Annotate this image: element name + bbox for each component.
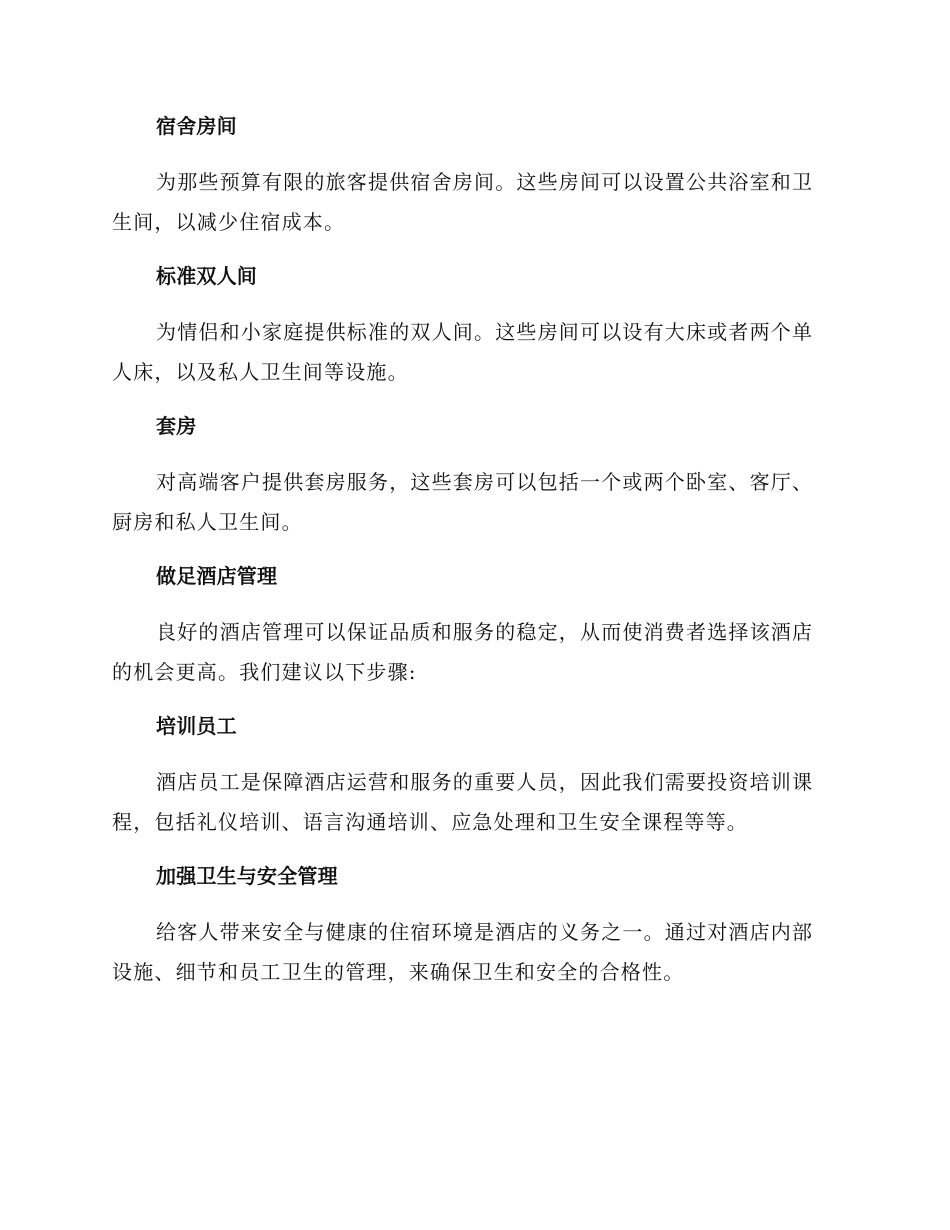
document-page <box>112 108 832 1008</box>
section-heading: 套房 <box>156 414 197 438</box>
section-paragraph: 给客人带来安全与健康的住宿环境是酒店的义务之一。通过对酒店内部设施、细节和员工卫生的管理，来确保卫生和安全的合格性。 <box>112 920 814 984</box>
section-standard-double-room <box>112 258 832 392</box>
section-heading: 加强卫生与安全管理 <box>156 864 338 888</box>
section-paragraph: 对高端客户提供套房服务，这些套房可以包括一个或两个卧室、客厅、厨房和私人卫生间。 <box>112 470 814 534</box>
section-hotel-management <box>112 558 832 692</box>
section-heading: 培训员工 <box>156 714 237 738</box>
section-paragraph: 为情侣和小家庭提供标准的双人间。这些房间可以设有大床或者两个单人床，以及私人卫生间等设施。 <box>112 320 814 384</box>
section-heading: 标准双人间 <box>156 264 257 288</box>
section-heading: 宿舍房间 <box>156 114 237 138</box>
section-heading: 做足酒店管理 <box>156 564 278 588</box>
section-dormitory-room <box>112 108 832 242</box>
section-suite <box>112 408 832 542</box>
section-staff-training <box>112 708 832 842</box>
section-paragraph: 为那些预算有限的旅客提供宿舍房间。这些房间可以设置公共浴室和卫生间，以减少住宿成本。 <box>112 170 814 234</box>
section-hygiene-safety <box>112 858 832 992</box>
section-paragraph: 酒店员工是保障酒店运营和服务的重要人员，因此我们需要投资培训课程，包括礼仪培训、语言沟通培训、应急处理和卫生安全课程等等。 <box>112 770 814 834</box>
section-paragraph: 良好的酒店管理可以保证品质和服务的稳定，从而使消费者选择该酒店的机会更高。我们建议以下步骤: <box>112 620 814 684</box>
